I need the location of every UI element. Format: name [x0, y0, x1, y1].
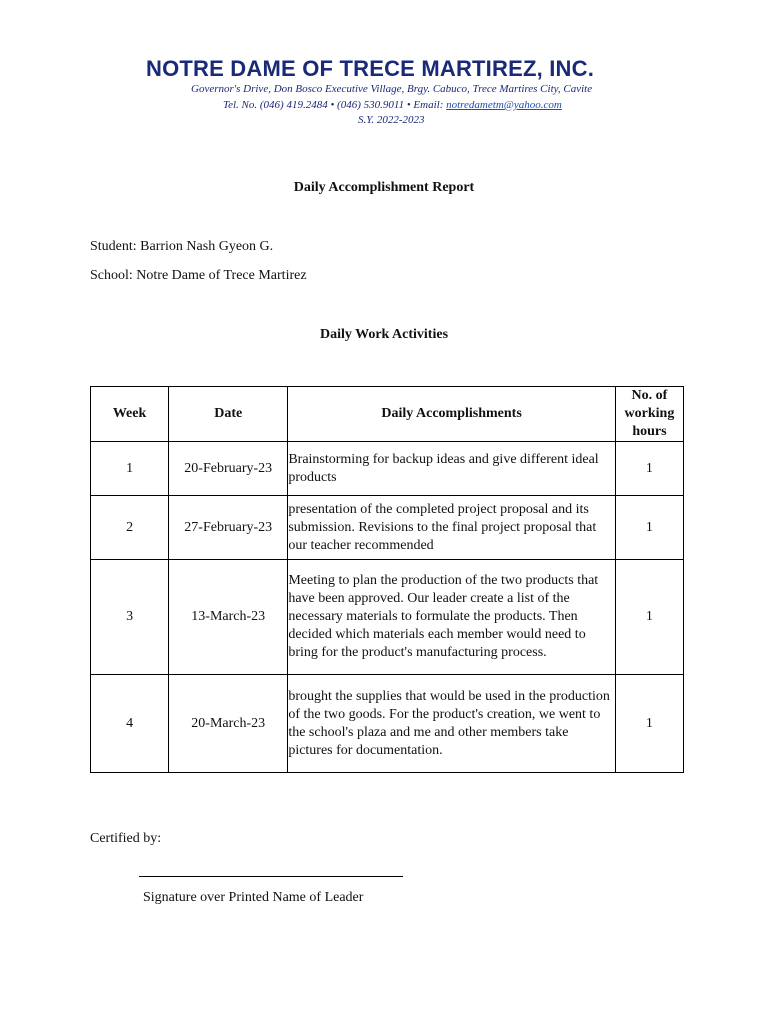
table-header-row [91, 387, 684, 442]
working-hours-header-line: hours [632, 424, 667, 439]
hours-cell: 1 [615, 675, 683, 773]
working-hours-header-line: working [624, 406, 675, 421]
table-row [91, 496, 684, 560]
table-row [91, 675, 684, 773]
week-cell: 1 [91, 442, 169, 496]
hours-cell: 1 [615, 442, 683, 496]
date-cell: 20-February-23 [169, 442, 288, 496]
student-name: Student: Barrion Nash Gyeon G. [90, 239, 274, 254]
week-cell: 4 [91, 675, 169, 773]
organization-name: NOTRE DAME OF TRECE MARTIREZ, INC. [146, 56, 595, 81]
date-cell: 13-March-23 [169, 560, 288, 675]
contact-line [223, 99, 562, 111]
email-link[interactable]: notredametm@yahoo.com [446, 99, 562, 111]
activities-table [90, 386, 684, 773]
date-cell: 20-March-23 [169, 675, 288, 773]
section-title: Daily Work Activities [319, 327, 449, 342]
certified-by-label: Certified by: [90, 831, 162, 846]
accomplishments-header: Daily Accomplishments [288, 387, 616, 442]
hours-cell: 1 [615, 496, 683, 560]
telephone-numbers: Tel. No. (046) 419.2484 • (046) 530.9011 • Email: [223, 99, 447, 111]
week-cell: 3 [91, 560, 169, 675]
table-row [91, 560, 684, 675]
date-header: Date [169, 387, 288, 442]
date-cell: 27-February-23 [169, 496, 288, 560]
school-year: S.Y. 2022-2023 [358, 114, 425, 126]
week-header: Week [91, 387, 169, 442]
accomplishment-cell: presentation of the completed project proposal and its submission. Revisions to the final project proposal that our teacher recommended [288, 496, 616, 560]
week-cell: 2 [91, 496, 169, 560]
signature-line [139, 876, 403, 877]
accomplishment-cell: brought the supplies that would be used in the production of the two goods. For the product's creation, we went to the school's plaza and me and other members take pictures for documentation. [288, 675, 616, 773]
hours-cell: 1 [615, 560, 683, 675]
table-row [91, 442, 684, 496]
accomplishment-cell: Meeting to plan the production of the two products that have been approved. Our leader create a list of the necessary materials to formulate the products. Then decided which materials each member would need to bring for the product's manufacturing process. [288, 560, 616, 675]
school-name: School: Notre Dame of Trece Martirez [90, 268, 307, 283]
report-title: Daily Accomplishment Report [293, 180, 475, 195]
organization-address: Governor's Drive, Don Bosco Executive Village, Brgy. Cabuco, Trece Martires City, Cavite [191, 83, 593, 95]
signature-label: Signature over Printed Name of Leader [143, 890, 364, 905]
working-hours-header [615, 387, 683, 442]
accomplishment-cell: Brainstorming for backup ideas and give different ideal products [288, 442, 616, 496]
working-hours-header-line: No. of [631, 388, 668, 403]
